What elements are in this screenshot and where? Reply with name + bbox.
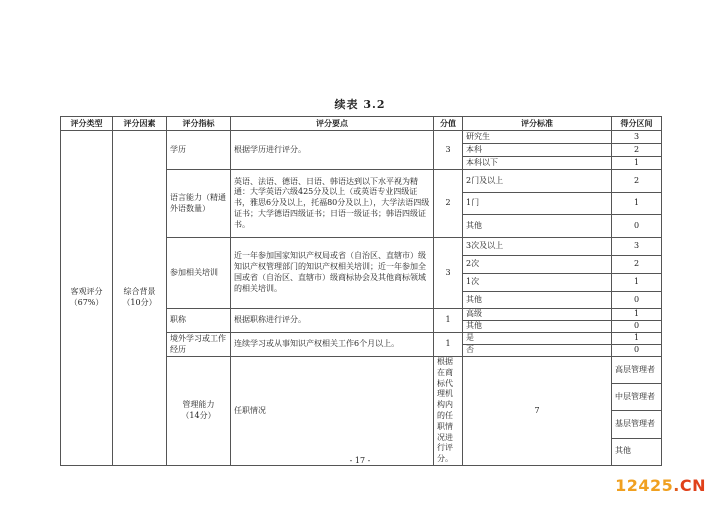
score-cell: 1 <box>612 274 662 292</box>
score-cell: 3 <box>612 131 662 144</box>
value-cell: 7 <box>463 357 612 466</box>
standard-cell: 基层管理者 <box>612 411 662 438</box>
point-cell: 英语、法语、德语、日语、韩语达到以下水平视为精通：大学英语六级425分及以上（或英语专业四级证书，雅思6分及以上，托福80分及以上），大学法语四级证书；大学德语四级证书；日语一级证书；韩语四级证书。 <box>231 170 434 238</box>
table-row <box>61 131 662 144</box>
score-cell: 2 <box>612 256 662 274</box>
scoring-table <box>60 116 662 466</box>
point-cell: 近一年参加国家知识产权局或省（自治区、直辖市）级知识产权管理部门的知识产权相关培训；近一年参加全国或省（自治区、直辖市）级商标协会及其他商标领域的相关培训。 <box>231 238 434 309</box>
indicator-cell: 境外学习或工作经历 <box>167 333 231 357</box>
standard-cell: 否 <box>463 345 612 357</box>
factor-background-cell: 综合背景 （10分） <box>113 131 167 466</box>
standard-cell: 研究生 <box>463 131 612 144</box>
score-cell: 0 <box>612 321 662 333</box>
score-cell: 0 <box>612 215 662 238</box>
header-cell: 评分要点 <box>231 117 434 131</box>
header-row <box>61 117 662 131</box>
score-cell: 2 <box>612 144 662 157</box>
standard-cell: 本科 <box>463 144 612 157</box>
factor-management-cell: 管理能力 （14分） <box>167 357 231 466</box>
header-cell: 得分区间 <box>612 117 662 131</box>
standard-cell: 高层管理者 <box>612 357 662 384</box>
score-cell: 1 <box>612 333 662 345</box>
header-cell: 评分标准 <box>463 117 612 131</box>
indicator-cell: 学历 <box>167 131 231 170</box>
table-title: 续表 3.2 <box>334 98 386 111</box>
header-cell: 评分因素 <box>113 117 167 131</box>
score-cell: 2 <box>612 170 662 193</box>
standard-cell: 本科以下 <box>463 157 612 170</box>
standard-cell: 其他 <box>463 215 612 238</box>
indicator-cell: 参加相关培训 <box>167 238 231 309</box>
standard-cell: 2次 <box>463 256 612 274</box>
value-cell: 3 <box>434 238 463 309</box>
point-cell: 根据在商标代理机构内的任职情况进行评分。 <box>434 357 463 466</box>
value-cell: 1 <box>434 309 463 333</box>
value-cell: 3 <box>434 131 463 170</box>
score-cell: 0 <box>612 345 662 357</box>
indicator-cell: 职称 <box>167 309 231 333</box>
score-cell: 1 <box>612 157 662 170</box>
value-cell: 1 <box>434 333 463 357</box>
site-watermark <box>615 476 706 495</box>
standard-cell: 3次及以上 <box>463 238 612 256</box>
point-cell: 根据职称进行评分。 <box>231 309 434 333</box>
point-cell: 连续学习或从事知识产权相关工作6个月以上。 <box>231 333 434 357</box>
standard-cell: 中层管理者 <box>612 384 662 411</box>
watermark-number: 12425 <box>615 476 674 495</box>
watermark-suffix: CN <box>679 476 706 495</box>
standard-cell: 1门 <box>463 193 612 215</box>
page-number: - 17 - <box>349 456 371 465</box>
standard-cell: 其他 <box>463 321 612 333</box>
standard-cell: 2门及以上 <box>463 170 612 193</box>
point-cell: 根据学历进行评分。 <box>231 131 434 170</box>
header-cell: 分值 <box>434 117 463 131</box>
watermark-dot: . <box>673 476 680 495</box>
header-cell: 评分类型 <box>61 117 113 131</box>
score-cell: 1 <box>612 193 662 215</box>
scoring-type-cell: 客观评分 （67%） <box>61 131 113 466</box>
standard-cell: 其他 <box>612 438 662 465</box>
standard-cell: 是 <box>463 333 612 345</box>
standard-cell: 高级 <box>463 309 612 321</box>
score-cell: 1 <box>612 309 662 321</box>
header-cell: 评分指标 <box>167 117 231 131</box>
value-cell: 2 <box>434 170 463 238</box>
standard-cell: 1次 <box>463 274 612 292</box>
score-cell: 3 <box>612 238 662 256</box>
standard-cell: 其他 <box>463 292 612 309</box>
indicator-cell: 任职情况 <box>231 357 434 466</box>
indicator-cell: 语言能力（精通外语数量） <box>167 170 231 238</box>
score-cell: 0 <box>612 292 662 309</box>
